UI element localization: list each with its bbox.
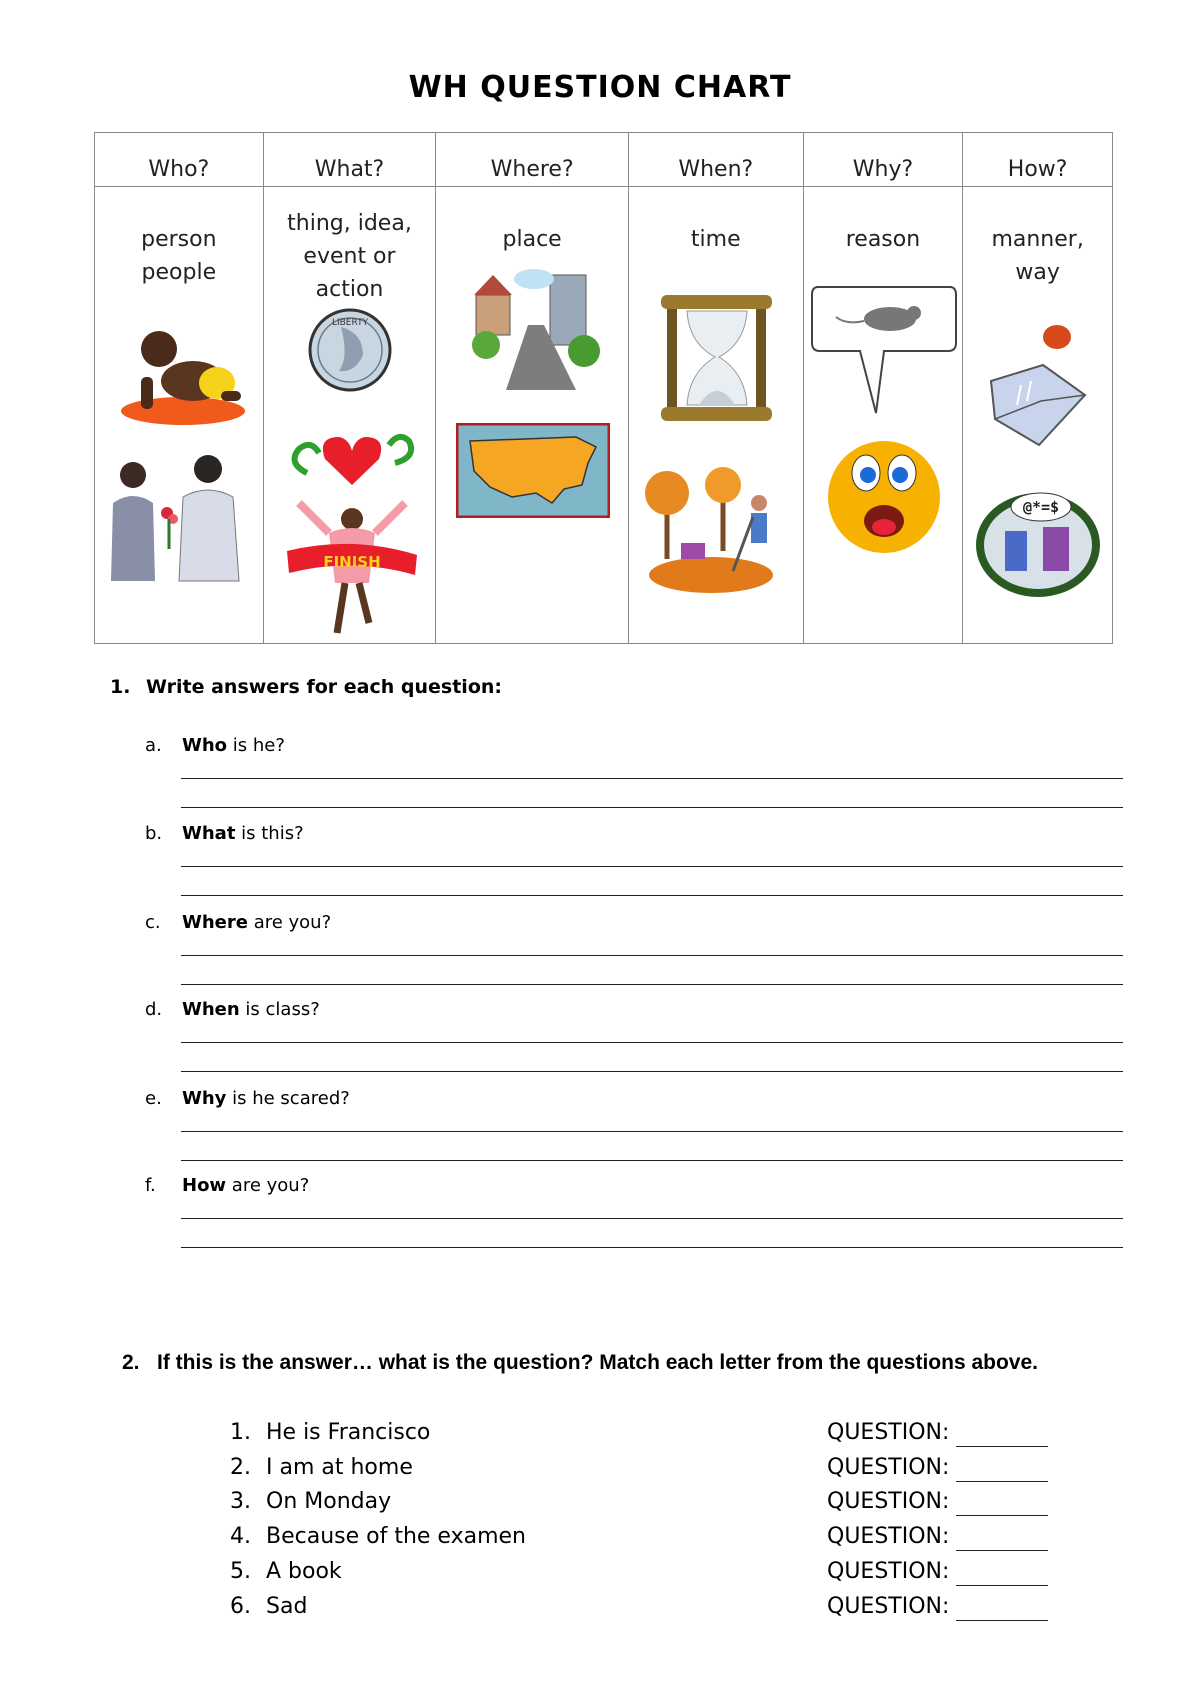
chart-column-when <box>629 133 804 643</box>
question-blank[interactable] <box>956 1620 1048 1621</box>
column-description: thing, idea, event or action <box>287 211 412 302</box>
hourglass-icon <box>659 293 774 423</box>
answer-line[interactable] <box>181 778 1123 779</box>
question-item-c: c. Where are you? <box>145 912 332 933</box>
match-row: 4. Because of the examen QUESTION: <box>230 1524 1050 1554</box>
raking-leaves-icon <box>641 467 793 597</box>
chart-column-why <box>804 133 964 643</box>
answer-line[interactable] <box>181 866 1123 867</box>
column-header: Why? <box>804 133 963 187</box>
column-header: Who? <box>95 133 263 187</box>
page-title: WH QUESTION CHART <box>408 70 792 105</box>
answer-line[interactable] <box>181 895 1123 896</box>
finish-banner-text: FINISH <box>323 553 381 571</box>
match-row: 3. On Monday QUESTION: <box>230 1489 1050 1519</box>
question-blank[interactable] <box>956 1585 1048 1586</box>
question-blank[interactable] <box>956 1550 1048 1551</box>
chart-column-what <box>264 133 437 643</box>
section-2-instruction: 2. If this is the answer… what is the question? Match each letter from the questions above. <box>122 1351 1038 1374</box>
match-row: 2. I am at home QUESTION: <box>230 1455 1050 1485</box>
question-item-d: d. When is class? <box>145 999 320 1020</box>
column-header: Where? <box>436 133 628 187</box>
match-row: 6. Sad QUESTION: <box>230 1594 1050 1624</box>
column-header: When? <box>629 133 803 187</box>
speech-bubble-rat-icon <box>810 285 958 425</box>
crawling-baby-icon <box>113 321 248 431</box>
question-blank[interactable] <box>956 1515 1048 1516</box>
column-description: reason <box>845 227 921 252</box>
heart-finish-runner-icon <box>277 423 427 638</box>
scared-face-icon <box>824 425 944 565</box>
usa-map-icon <box>456 423 610 518</box>
wh-question-chart <box>94 132 1113 644</box>
hand-dropping-object-icon <box>981 321 1093 449</box>
coin-icon <box>305 307 395 393</box>
column-description: person people <box>141 227 217 285</box>
match-row: 5. A book QUESTION: <box>230 1559 1050 1589</box>
question-blank[interactable] <box>956 1446 1048 1447</box>
chart-column-where <box>436 133 629 643</box>
answer-line[interactable] <box>181 984 1123 985</box>
column-description: manner, way <box>991 227 1084 285</box>
question-blank[interactable] <box>956 1481 1048 1482</box>
answer-line[interactable] <box>181 1042 1123 1043</box>
answer-line[interactable] <box>181 955 1123 956</box>
money-bubble-text: @*=$ <box>1023 498 1060 516</box>
answer-line[interactable] <box>181 1218 1123 1219</box>
question-item-e: e. Why is he scared? <box>145 1088 350 1109</box>
column-description: place <box>502 227 562 252</box>
column-description: time <box>690 227 741 252</box>
section-1-instruction: 1. Write answers for each question: <box>110 676 502 698</box>
column-header: What? <box>264 133 436 187</box>
man-giving-flowers-icon <box>103 453 253 583</box>
answer-line[interactable] <box>181 1247 1123 1248</box>
answer-line[interactable] <box>181 1071 1123 1072</box>
question-item-f: f. How are you? <box>145 1175 310 1196</box>
coin-text: LIBERTY <box>331 318 368 328</box>
street-scene-icon <box>466 255 601 390</box>
answer-line[interactable] <box>181 1160 1123 1161</box>
chart-column-how <box>963 133 1112 643</box>
match-row: 1. He is Francisco QUESTION: <box>230 1420 1050 1450</box>
chart-column-who <box>95 133 264 643</box>
money-thought-icon <box>973 481 1103 601</box>
column-header: How? <box>963 133 1112 187</box>
question-item-b: b. What is this? <box>145 823 304 844</box>
answer-line[interactable] <box>181 807 1123 808</box>
answer-line[interactable] <box>181 1131 1123 1132</box>
question-item-a: a. Who is he? <box>145 735 285 756</box>
